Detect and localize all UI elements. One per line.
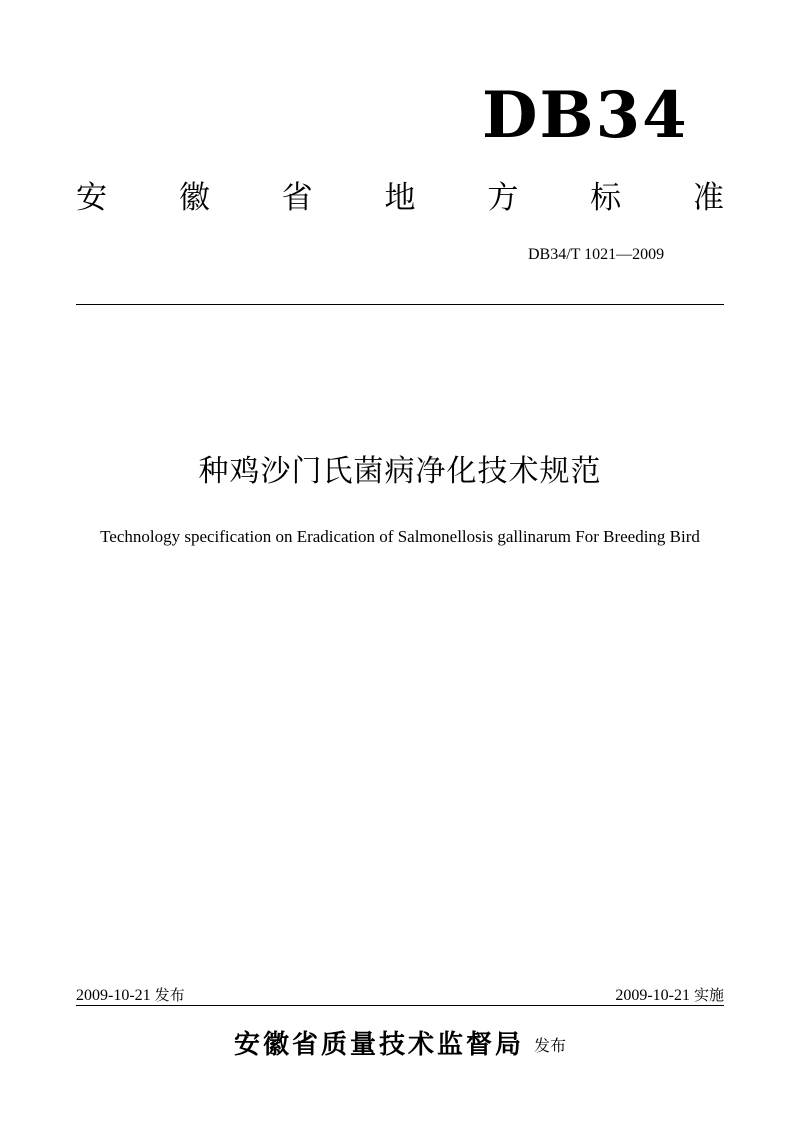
issue-date-value: 2009-10-21	[76, 987, 151, 1004]
publisher-name: 安徽省质量技术监督局	[233, 1030, 524, 1060]
publisher-line	[0, 1028, 800, 1063]
implementation-date-label: 实施	[693, 986, 724, 1004]
standard-code: DB34	[482, 78, 689, 153]
standard-type-char: 安	[76, 180, 107, 216]
standard-type-title	[76, 176, 724, 220]
standard-type-char: 徽	[178, 180, 210, 216]
publisher-suffix: 发布	[534, 1036, 567, 1055]
issue-date	[76, 985, 185, 1006]
standard-type-char: 准	[692, 180, 724, 216]
implementation-date	[615, 985, 724, 1006]
document-title-english: Technology specification on Eradication of Salmonellosis gallinarum For Breeding Bird	[100, 527, 700, 546]
footer-divider	[76, 1005, 724, 1006]
standard-type-char: 标	[590, 180, 622, 216]
document-title-chinese: 种鸡沙门氏菌病净化技术规范	[198, 454, 602, 489]
issue-date-label: 发布	[154, 986, 185, 1004]
standard-number: DB34/T 1021—2009	[528, 246, 665, 263]
header-divider	[76, 304, 724, 305]
standard-type-char: 地	[384, 180, 416, 216]
implementation-date-value: 2009-10-21	[615, 987, 690, 1004]
standard-type-char: 方	[487, 180, 519, 216]
standard-type-char: 省	[281, 180, 313, 216]
